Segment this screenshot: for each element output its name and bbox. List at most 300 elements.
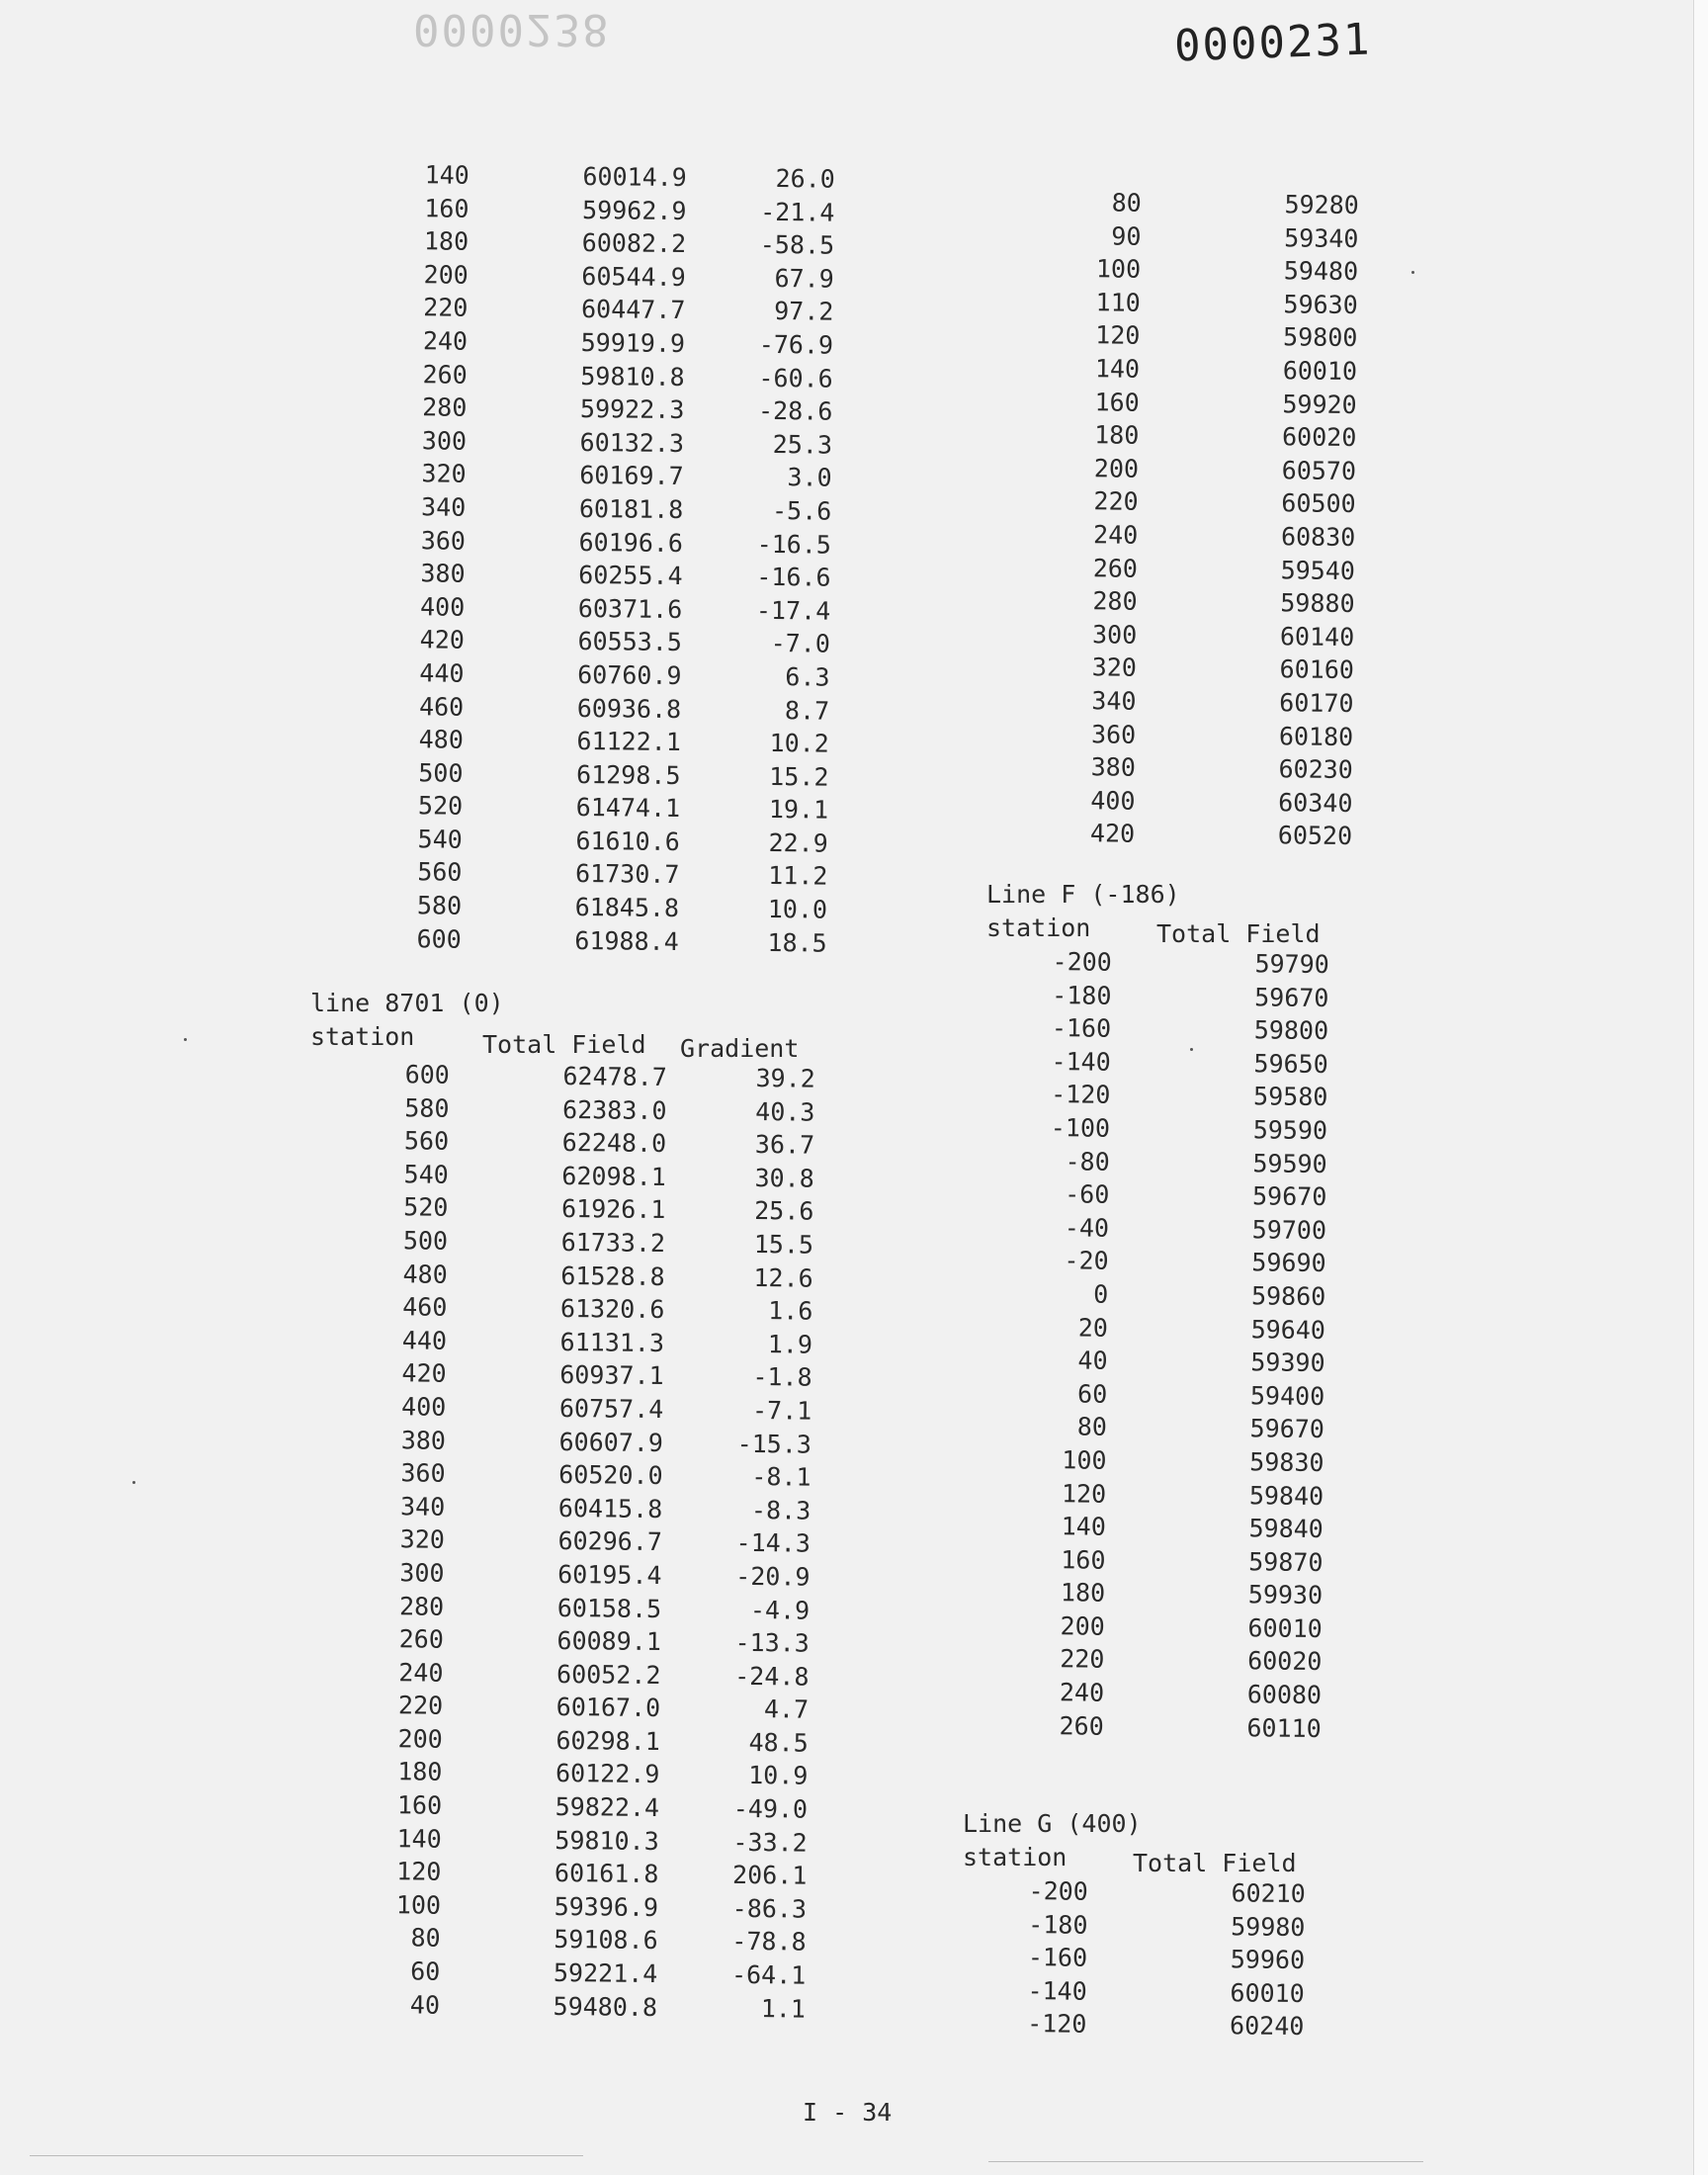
gradient-cell: -14.3 [735,1528,811,1558]
station-cell: 500 [402,1226,449,1256]
line-f-header-total-field: Total Field [1156,919,1321,948]
station-cell: 360 [400,1458,446,1488]
total-field-cell: 59920 [1282,389,1357,419]
table-row [371,1456,825,1494]
table-row [1034,1277,1350,1314]
gradient-cell: -7.1 [751,1395,812,1426]
station-cell: 60 [410,1957,441,1986]
total-field-cell: 59650 [1253,1049,1328,1079]
station-cell: -140 [1027,1975,1087,2006]
table-row [1036,1111,1352,1148]
table-row [373,1324,827,1361]
line-g-table [1012,1874,1330,2044]
table-row [372,1424,826,1461]
station-cell: -180 [1028,1909,1088,1940]
total-field-cell: 61733.2 [560,1227,666,1259]
total-field-cell: 60089.1 [556,1626,661,1657]
total-field-cell: 60296.7 [557,1526,663,1557]
station-cell: 200 [397,1724,443,1754]
gradient-cell: -8.3 [750,1495,811,1525]
gradient-cell: 1.9 [767,1329,813,1359]
total-field-cell: 60010 [1247,1613,1323,1643]
total-field-cell: 60544.9 [581,261,686,292]
station-cell: 300 [1091,620,1138,650]
right-top-data-table [1061,186,1364,853]
gradient-cell: 11.2 [768,861,828,892]
faded-document-number-stamp: 0000238 [413,4,611,54]
total-field-cell: 60181.8 [578,493,684,525]
table-row [388,756,843,794]
gradient-cell: -24.8 [734,1661,810,1692]
table-row [1033,1377,1349,1414]
gradient-cell: -15.3 [736,1429,812,1459]
station-cell: 180 [423,226,470,256]
gradient-cell: 26.0 [775,164,835,194]
table-row [392,391,847,428]
gradient-cell: 30.8 [754,1163,814,1193]
table-row [366,1955,820,1992]
station-cell: 400 [1090,785,1136,816]
total-field-cell: 59830 [1249,1447,1324,1477]
total-field-cell: 59670 [1249,1414,1325,1444]
gradient-cell: 12.6 [753,1262,813,1293]
total-field-cell: 59800 [1282,322,1358,353]
total-field-cell: 59922.3 [579,394,685,425]
gradient-cell: 10.2 [769,729,829,758]
station-cell: 260 [1059,1710,1104,1741]
line-g-header-station: station [963,1843,1068,1871]
table-row [1032,1476,1348,1513]
station-cell: 540 [417,825,463,854]
total-field-cell: 60447.7 [580,295,686,325]
gradient-cell: 22.9 [768,827,828,858]
station-cell: 260 [398,1624,444,1654]
line-f-title: Line F (-186) [986,880,1180,909]
gradient-cell: -20.9 [735,1561,811,1592]
station-cell: 220 [1093,486,1139,517]
station-cell: 340 [420,492,467,522]
station-cell: 580 [404,1092,450,1123]
total-field-cell: 61131.3 [559,1327,665,1357]
gradient-cell: 40.3 [755,1096,815,1127]
total-field-cell: 59590 [1252,1148,1327,1178]
station-cell: 180 [1094,420,1140,450]
table-row [1012,2007,1328,2044]
gradient-cell: -21.4 [760,197,835,227]
total-field-cell: 60240 [1229,2011,1305,2042]
table-row [1033,1410,1349,1446]
total-field-cell: 60020 [1247,1646,1323,1677]
table-row [394,224,849,262]
station-cell: 280 [422,392,468,422]
station-cell: 400 [419,592,466,622]
total-field-cell: 60080 [1246,1680,1323,1710]
station-cell: 360 [1090,719,1137,749]
station-cell: 80 [1111,188,1142,218]
scan-line [988,2161,1423,2162]
table-row [1036,1145,1352,1181]
total-field-cell: 60255.4 [578,561,683,591]
station-cell: 140 [1094,354,1141,384]
station-cell: -180 [1052,980,1112,1010]
table-row [387,889,842,926]
total-field-cell: 59810.3 [555,1825,659,1856]
total-field-cell: 59590 [1252,1115,1328,1146]
table-row [1030,1709,1346,1746]
total-field-cell: 60500 [1281,488,1356,519]
station-cell: 120 [1061,1478,1107,1509]
total-field-cell: 60298.1 [555,1725,660,1756]
station-cell: -200 [1052,947,1112,977]
total-field-cell: 61298.5 [575,759,681,790]
station-cell: 60 [1076,1379,1108,1409]
total-field-cell: 60082.2 [581,228,687,259]
station-cell: 500 [418,757,464,788]
gradient-cell: -8.1 [751,1462,811,1492]
station-cell: 520 [403,1192,449,1223]
table-row [395,158,850,196]
total-field-cell: 61320.6 [559,1294,665,1325]
station-cell: 320 [399,1524,446,1555]
table-row [1032,1510,1348,1546]
gradient-cell: 3.0 [787,463,832,492]
table-row [1068,186,1364,222]
table-row [369,1656,823,1694]
total-field-cell: 60161.8 [554,1859,659,1889]
station-cell: 440 [419,658,465,688]
gradient-cell: 10.9 [748,1761,809,1791]
total-field-cell: 60169.7 [579,461,684,491]
gradient-cell: 1.1 [760,1993,807,2024]
total-field-cell: 60415.8 [557,1493,663,1523]
total-field-cell: 59640 [1250,1314,1326,1345]
station-cell: 220 [397,1691,444,1721]
table-row [366,1988,820,2026]
table-row [375,1158,829,1195]
gradient-cell: 97.2 [774,297,834,327]
table-row [1032,1443,1348,1480]
total-field-cell: 60196.6 [578,527,684,558]
station-cell: 520 [417,791,464,822]
station-cell: 300 [399,1558,445,1588]
table-row [1038,945,1354,982]
table-row [374,1224,828,1262]
station-cell: 580 [416,891,463,920]
table-row [1034,1244,1350,1280]
table-row [371,1490,825,1527]
total-field-cell: 62098.1 [561,1161,666,1191]
table-row [1065,418,1361,455]
station-cell: 0 [1093,1279,1109,1309]
total-field-cell: 59670 [1254,982,1329,1012]
line-8701-title: line 8701 (0) [310,989,504,1017]
station-cell: 120 [1095,320,1141,351]
total-field-cell: 60520.0 [558,1460,663,1491]
station-cell: -20 [1064,1246,1109,1276]
table-row [1065,452,1361,488]
station-cell: 200 [423,260,469,290]
table-row [388,789,843,826]
total-field-cell: 59540 [1280,555,1356,585]
station-cell: 240 [1092,520,1139,550]
total-field-cell: 60020 [1281,422,1357,453]
station-cell: 280 [1092,586,1138,616]
table-row [1062,717,1358,753]
table-row [369,1722,823,1760]
table-row [1031,1543,1347,1580]
table-row [390,590,845,628]
station-cell: 80 [410,1923,441,1954]
line-8701-header-total-field: Total Field [482,1030,646,1059]
table-row [1063,651,1359,687]
gradient-cell: 19.1 [768,795,829,825]
table-row [370,1589,824,1626]
station-cell: 140 [424,160,470,190]
table-row [1037,1045,1353,1082]
gradient-cell: 48.5 [748,1727,809,1758]
station-cell: 40 [409,1990,441,2020]
total-field-cell: 60010 [1282,356,1358,387]
table-row [390,623,845,660]
total-field-cell: 59860 [1250,1281,1326,1312]
total-field-cell: 60936.8 [576,693,682,724]
table-row [391,457,846,494]
gradient-cell: 206.1 [731,1861,808,1890]
station-cell: 110 [1095,288,1141,317]
table-row [370,1622,824,1660]
station-cell: 200 [1060,1611,1105,1641]
total-field-cell: 61845.8 [574,893,680,923]
table-row [394,192,849,229]
station-cell: -80 [1065,1146,1110,1176]
gradient-cell: 4.7 [763,1695,810,1724]
table-row [1067,286,1363,322]
total-field-cell: 60160 [1279,654,1355,685]
line-8701-header-station: station [310,1022,415,1051]
total-field-cell: 60210 [1231,1878,1306,1909]
station-cell: 140 [396,1823,442,1854]
station-cell: 90 [1111,221,1142,251]
station-cell: 220 [423,293,469,323]
table-row [391,490,846,528]
gradient-cell: -60.6 [758,363,833,393]
table-row [1066,318,1362,355]
table-row [1062,750,1358,787]
gradient-cell: -33.2 [732,1827,808,1858]
gradient-cell: 36.7 [754,1130,815,1160]
total-field-cell: 59630 [1283,290,1358,319]
station-cell: 160 [1061,1544,1106,1575]
gradient-cell: -13.3 [734,1627,810,1658]
total-field-cell: 59790 [1254,949,1329,980]
station-cell: 460 [402,1292,448,1322]
total-field-cell: 62478.7 [562,1061,667,1092]
scan-line [30,2155,583,2156]
table-row [369,1689,823,1726]
total-field-cell: 60607.9 [558,1427,664,1457]
table-row [391,524,846,562]
table-row [372,1390,826,1428]
gradient-cell: 18.5 [767,927,827,958]
total-field-cell: 60122.9 [555,1759,660,1789]
total-field-cell: 59580 [1252,1082,1328,1112]
total-field-cell: 61730.7 [574,859,680,890]
station-cell: 20 [1077,1312,1109,1343]
station-cell: 540 [403,1160,449,1189]
station-cell: -160 [1027,1943,1088,1972]
total-field-cell: 59396.9 [554,1891,659,1922]
table-row [367,1888,821,1926]
total-field-cell: 60553.5 [577,627,683,657]
total-field-cell: 59822.4 [555,1792,660,1823]
total-field-cell: 60170 [1279,688,1354,718]
table-row [372,1356,826,1394]
gradient-cell: -58.5 [759,230,835,260]
table-row [374,1190,828,1228]
station-cell: 560 [403,1126,450,1156]
table-row [1033,1344,1349,1380]
page-number: I - 34 [803,2098,893,2127]
total-field-cell: 60570 [1281,456,1357,485]
station-cell: 180 [1060,1578,1106,1609]
gradient-cell: -86.3 [731,1893,808,1924]
total-field-cell: 59980 [1231,1911,1306,1942]
gradient-cell: -16.5 [756,529,832,560]
table-row [367,1855,821,1892]
total-field-cell: 60158.5 [556,1593,662,1623]
station-cell: 180 [397,1757,443,1787]
table-row [375,1124,829,1162]
station-cell: 600 [416,923,462,954]
table-row [370,1556,824,1594]
station-cell: 480 [418,725,464,754]
station-cell: 40 [1077,1346,1108,1375]
document-number-stamp: 0000231 [1173,14,1373,72]
station-cell: 200 [1093,454,1140,483]
table-row [1062,684,1358,721]
total-field-cell: 59280 [1284,190,1359,220]
table-row [389,689,844,727]
line-g-title: Line G (400) [963,1809,1142,1838]
gradient-cell: -49.0 [732,1793,809,1824]
station-cell: 400 [400,1392,447,1422]
table-row [1035,1177,1351,1214]
gradient-cell: -7.0 [770,629,831,658]
table-row [388,823,843,860]
station-cell: 140 [1061,1512,1106,1541]
total-field-cell: 59960 [1230,1945,1306,1975]
station-cell: 160 [396,1790,443,1820]
table-row [1064,484,1360,521]
total-field-cell: 60340 [1278,787,1353,818]
total-field-cell: 59480.8 [553,1991,658,2022]
station-cell: 240 [1059,1678,1105,1707]
total-field-cell: 59919.9 [580,327,686,359]
station-cell: -120 [1051,1080,1111,1110]
station-cell: 380 [420,559,466,588]
gradient-cell: -78.8 [731,1927,807,1958]
station-cell: 100 [1095,254,1142,284]
gradient-cell: 1.6 [768,1296,813,1326]
top-data-table [387,158,850,960]
station-cell: 480 [402,1259,448,1289]
total-field-cell: 60132.3 [579,427,685,458]
total-field-cell: 59962.9 [581,195,687,225]
table-row [1034,1311,1350,1348]
total-field-cell: 60195.4 [557,1559,662,1590]
station-cell: 460 [418,691,465,722]
total-field-cell: 61122.1 [576,727,681,757]
table-row [392,424,847,462]
table-row [368,1822,822,1860]
gradient-cell: 15.2 [769,761,829,792]
table-row [1030,1642,1346,1679]
table-row [1064,552,1360,588]
station-cell: 100 [1062,1445,1107,1475]
table-row [368,1755,822,1792]
gradient-cell: 8.7 [784,695,830,726]
total-field-cell: 60167.0 [555,1693,661,1723]
table-row [1031,1610,1347,1646]
total-field-cell: 59880 [1280,588,1355,619]
table-row [393,358,848,395]
station-cell: 100 [395,1890,442,1920]
station-cell: 360 [420,525,467,556]
line-8701-header-gradient: Gradient [680,1034,800,1063]
total-field-cell: 59221.4 [553,1958,658,1989]
total-field-cell: 59670 [1251,1181,1327,1212]
total-field-cell: 60757.4 [558,1393,664,1425]
gradient-cell: 39.2 [755,1064,815,1093]
total-field-cell: 59480 [1283,256,1359,287]
station-cell: 220 [1060,1644,1105,1675]
table-row [389,723,844,760]
table-row [1064,518,1360,555]
total-field-cell: 59390 [1250,1348,1325,1378]
table-row [1013,1908,1329,1945]
station-cell: 340 [399,1492,446,1522]
station-cell: -100 [1050,1113,1111,1143]
station-cell: 560 [417,857,463,888]
gradient-cell: 10.0 [767,895,828,924]
gradient-cell: 25.3 [772,429,833,460]
total-field-cell: 60110 [1246,1712,1322,1743]
station-cell: 340 [1091,686,1137,716]
gradient-cell: 67.9 [774,263,834,294]
table-row [1013,1941,1329,1977]
table-row [375,1091,829,1129]
gradient-cell: -64.1 [730,1959,807,1990]
station-cell: 380 [400,1425,447,1455]
station-cell: 160 [424,193,470,223]
scan-speck [1411,271,1414,274]
table-row [374,1258,828,1295]
table-row [1066,352,1362,389]
gradient-cell: -5.6 [771,495,832,526]
table-row [367,1921,821,1958]
scan-speck [132,1481,135,1484]
total-field-cell: 62383.0 [561,1094,667,1125]
total-field-cell: 59930 [1247,1580,1324,1610]
total-field-cell: 59340 [1284,222,1359,253]
station-cell: -60 [1065,1179,1110,1209]
total-field-cell: 59810.8 [580,361,685,392]
station-cell: 280 [398,1591,445,1621]
gradient-cell: 6.3 [785,662,830,692]
station-cell: -140 [1051,1046,1111,1077]
station-cell: 420 [401,1358,447,1389]
total-field-cell: 60140 [1279,621,1355,652]
